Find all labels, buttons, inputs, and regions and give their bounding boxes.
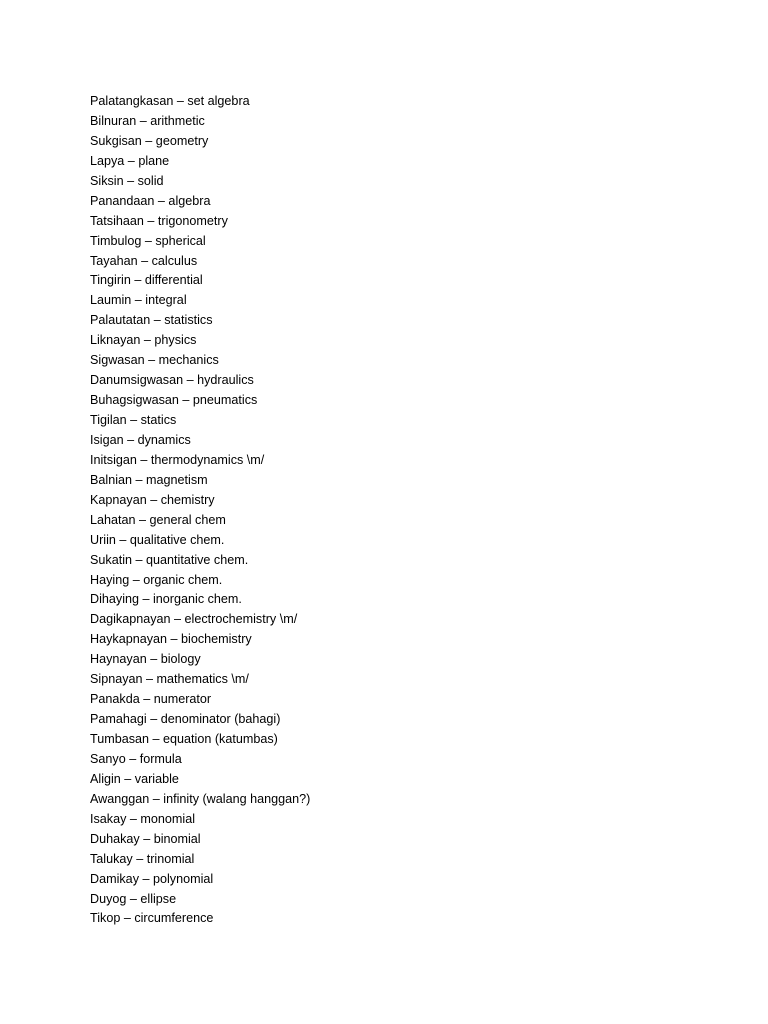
- glossary-entry: Siksin – solid: [90, 173, 164, 188]
- glossary-entry: Haying – organic chem.: [90, 572, 223, 587]
- glossary-entry: Dihaying – inorganic chem.: [90, 592, 242, 607]
- glossary-entry: Tingirin – differential: [90, 273, 203, 288]
- glossary-entry: Sanyo – formula: [90, 751, 182, 766]
- glossary-list: [90, 92, 310, 929]
- glossary-entry: Laumin – integral: [90, 293, 187, 308]
- glossary-entry: Damikay – polynomial: [90, 871, 214, 886]
- glossary-entry: Panandaan – algebra: [90, 193, 211, 208]
- glossary-entry: Sukatin – quantitative chem.: [90, 552, 249, 567]
- glossary-entry: Talukay – trinomial: [90, 851, 195, 866]
- glossary-entry: Palautatan – statistics: [90, 313, 213, 328]
- glossary-entry: Lapya – plane: [90, 153, 170, 168]
- glossary-entry: Liknayan – physics: [90, 333, 197, 348]
- glossary-entry: Timbulog – spherical: [90, 233, 206, 248]
- glossary-entry: Danumsigwasan – hydraulics: [90, 373, 254, 388]
- glossary-entry: Isakay – monomial: [90, 811, 195, 826]
- glossary-entry: Tikop – circumference: [90, 911, 214, 926]
- glossary-entry: Sigwasan – mechanics: [90, 353, 219, 368]
- glossary-entry: Tumbasan – equation (katumbas): [90, 732, 278, 746]
- glossary-entry: Initsigan – thermodynamics \m/: [90, 452, 265, 467]
- glossary-entry: Haynayan – biology: [90, 652, 201, 667]
- glossary-entry: Duhakay – binomial: [90, 831, 201, 846]
- glossary-entry: Isigan – dynamics: [90, 432, 191, 447]
- glossary-entry: Awanggan – infinity (walang hanggan?): [90, 791, 311, 806]
- glossary-entry: Panakda – numerator: [90, 692, 212, 707]
- glossary-entry: Sipnayan – mathematics \m/: [90, 672, 249, 687]
- glossary-entry: Haykapnayan – biochemistry: [90, 632, 252, 647]
- glossary-entry: Uriin – qualitative chem.: [90, 532, 225, 547]
- glossary-entry: Bilnuran – arithmetic: [90, 113, 205, 128]
- glossary-entry: Dagikapnayan – electrochemistry \m/: [90, 612, 298, 627]
- glossary-entry: Palatangkasan – set algebra: [90, 94, 250, 108]
- glossary-entry: Tayahan – calculus: [90, 253, 198, 268]
- glossary-entry: Sukgisan – geometry: [90, 133, 209, 148]
- glossary-entry: Tatsihaan – trigonometry: [90, 213, 228, 228]
- glossary-entry: Balnian – magnetism: [90, 472, 208, 487]
- glossary-entry: Aligin – variable: [90, 771, 179, 786]
- glossary-entry: Pamahagi – denominator (bahagi): [90, 712, 281, 727]
- glossary-entry: Kapnayan – chemistry: [90, 492, 215, 507]
- glossary-entry: Duyog – ellipse: [90, 891, 177, 906]
- glossary-entry: Buhagsigwasan – pneumatics: [90, 393, 258, 408]
- glossary-entry: Lahatan – general chem: [90, 512, 226, 527]
- glossary-entry: Tigilan – statics: [90, 413, 177, 427]
